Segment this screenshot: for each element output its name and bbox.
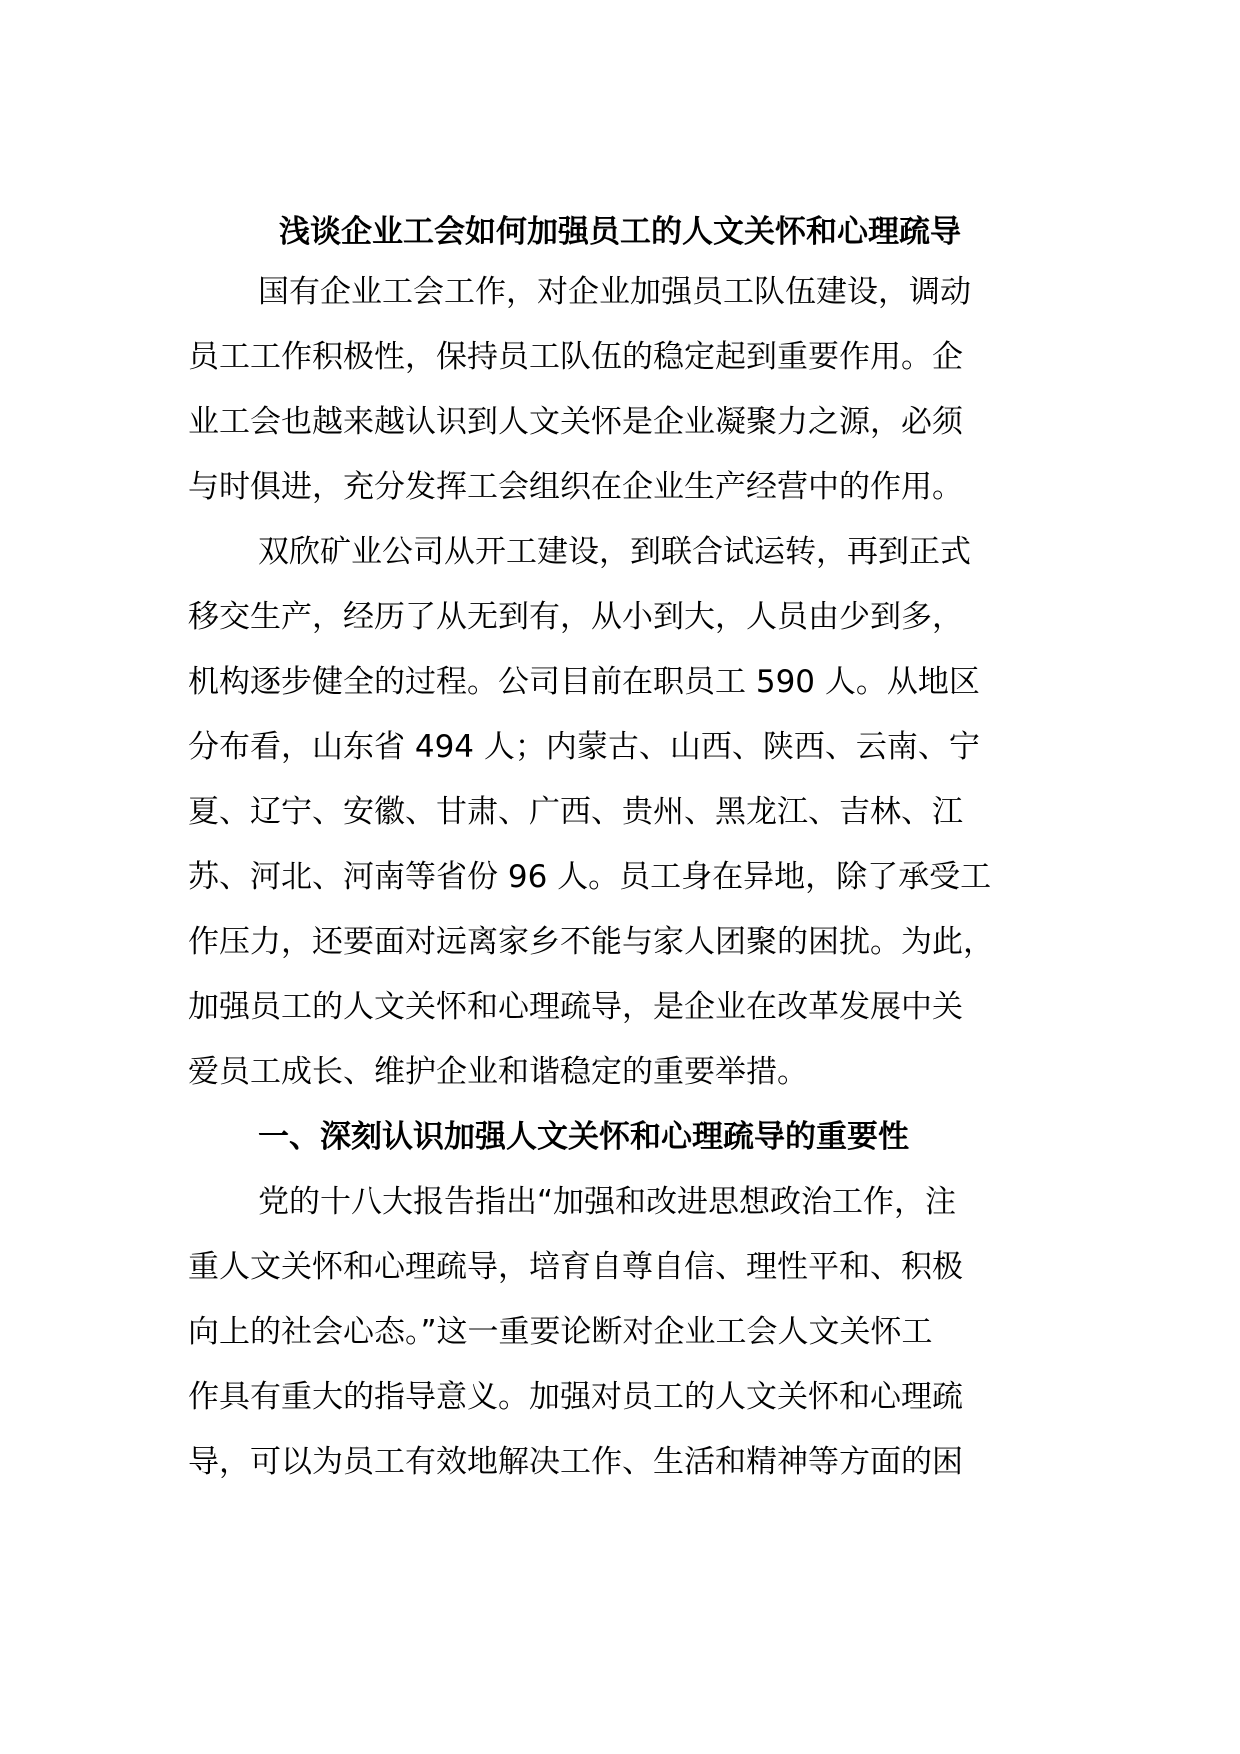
heading-line: 一、深刻认识加强人文关怀和心理疏导的重要性 [258, 1119, 909, 1155]
text-line: 双欣矿业公司从开工建设，到联合试运转，再到正式 [258, 534, 971, 570]
text-line: 导，可以为员工有效地解决工作、生活和精神等方面的困 [188, 1444, 963, 1480]
document-title: 浅谈企业工会如何加强员工的人文关怀和心理疏导 [279, 214, 961, 250]
text-line: 重人文关怀和心理疏导，培育自尊自信、理性平和、积极 [188, 1249, 963, 1285]
text-line: 爱员工成长、维护企业和谐稳定的重要举措。 [188, 1054, 808, 1090]
paragraph [188, 1170, 1068, 1495]
paragraph [188, 260, 1068, 520]
text-line: 移交生产，经历了从无到有，从小到大，人员由少到多， [188, 599, 963, 635]
text-line: 加强员工的人文关怀和心理疏导，是企业在改革发展中关 [188, 989, 963, 1025]
document-body [188, 260, 1068, 1495]
text-line: 员工工作积极性，保持员工队伍的稳定起到重要作用。企 [188, 339, 963, 375]
text-line: 夏、辽宁、安徽、甘肃、广西、贵州、黑龙江、吉林、江 [188, 794, 963, 830]
text-line: 业工会也越来越认识到人文关怀是企业凝聚力之源，必须 [188, 404, 963, 440]
text-line: 作压力，还要面对远离家乡不能与家人团聚的困扰。为此， [188, 924, 994, 960]
text-line: 党的十八大报告指出“加强和改进思想政治工作，注 [258, 1184, 957, 1220]
text-line: 机构逐步健全的过程。公司目前在职员工 590 人。从地区 [188, 664, 980, 700]
text-line: 分布看，山东省 494 人；内蒙古、山西、陕西、云南、宁 [188, 729, 980, 765]
text-line: 向上的社会心态。”这一重要论断对企业工会人文关怀工 [188, 1314, 933, 1350]
paragraph [188, 520, 1068, 1105]
text-line: 与时俱进，充分发挥工会组织在企业生产经营中的作用。 [188, 469, 963, 505]
text-line: 苏、河北、河南等省份 96 人。员工身在异地，除了承受工 [188, 859, 992, 895]
section-heading [188, 1105, 1068, 1170]
text-line: 国有企业工会工作，对企业加强员工队伍建设，调动 [258, 274, 971, 310]
text-line: 作具有重大的指导意义。加强对员工的人文关怀和心理疏 [188, 1379, 963, 1415]
